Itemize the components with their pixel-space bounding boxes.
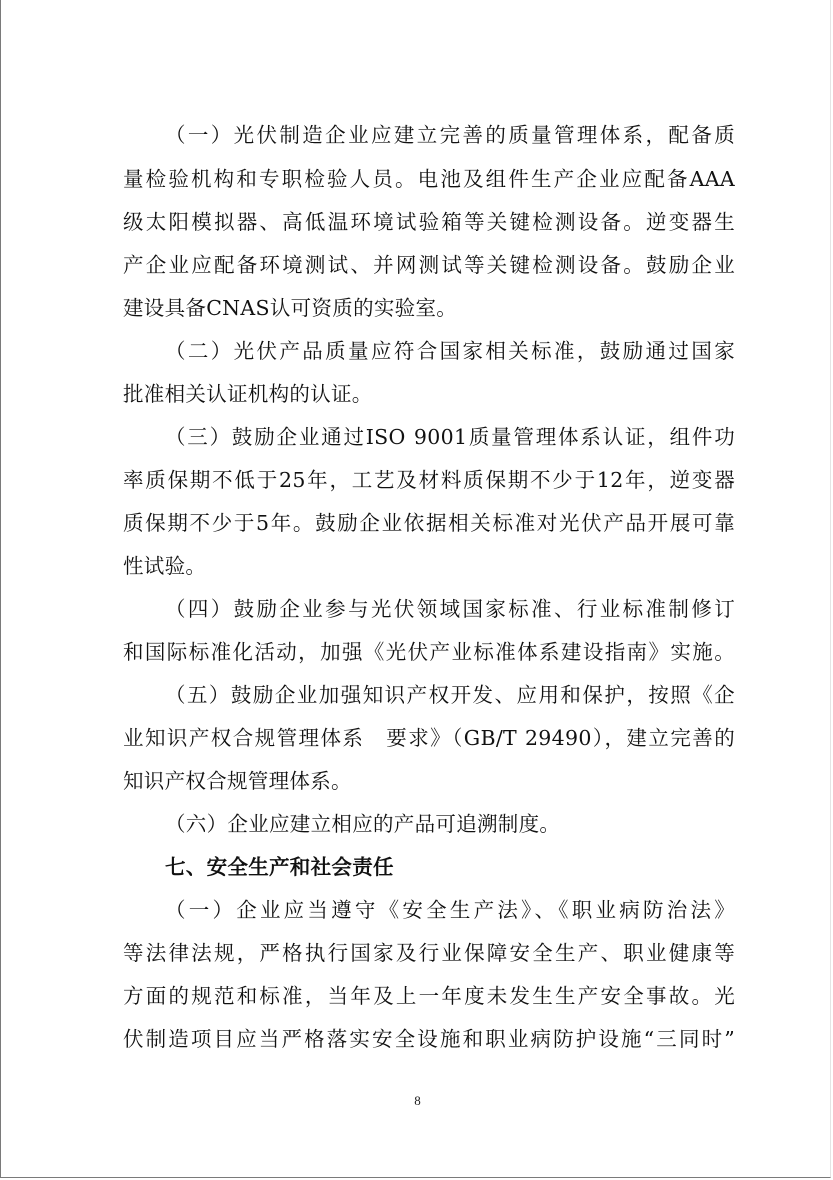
paragraph-line: （六）企业应建立相应的产品可追溯制度。 [165,812,561,836]
paragraph-line: 质保期不少于5年。鼓励企业依据相关标准对光伏产品开展可靠 [123,511,735,535]
paragraph-line: 量检验机构和专职检验人员。电池及组件生产企业应配备AAA [123,167,735,191]
paragraph-line: 建设具备CNAS认可资质的实验室。 [123,296,458,320]
page-number: 8 [414,1093,421,1108]
paragraph-line: 和国际标准化活动，加强《光伏产业标准体系建设指南》实施。 [123,640,735,664]
paragraph-line: 知识产权合规管理体系。 [123,769,352,793]
paragraph-line: （三）鼓励企业通过ISO 9001质量管理体系认证，组件功 [165,425,735,449]
paragraph-line: （一）光伏制造企业应建立完善的质量管理体系，配备质 [165,123,735,147]
paragraph-line: 等法律法规，严格执行国家及行业保障安全生产、职业健康等 [123,941,735,965]
section-heading: 七、安全生产和社会责任 [165,855,394,879]
paragraph-line: 方面的规范和标准，当年及上一年度未发生生产安全事故。光 [123,984,735,1008]
paragraph-line: 批准相关认证机构的认证。 [123,382,373,406]
paragraph-line: （二）光伏产品质量应符合国家相关标准，鼓励通过国家 [165,339,735,363]
paragraph-line: 率质保期不低于25年，工艺及材料质保期不少于12年，逆变器 [123,468,735,492]
paragraph-line: （四）鼓励企业参与光伏领域国家标准、行业标准制修订 [165,597,735,621]
paragraph-line: 伏制造项目应当严格落实安全设施和职业病防护设施“三同时” [123,1027,735,1051]
paragraph-line: 性试验。 [123,554,207,578]
paragraph-line: 业知识产权合规管理体系 要求》（GB/T 29490），建立完善的 [123,726,735,750]
paragraph-line: 级太阳模拟器、高低温环境试验箱等关键检测设备。逆变器生 [123,210,735,234]
paragraph-line: （一）企业应当遵守《安全生产法》、《职业病防治法》 [165,898,735,922]
paragraph-line: 产企业应配备环境测试、并网测试等关键检测设备。鼓励企业 [123,253,735,277]
paragraph-line: （五）鼓励企业加强知识产权开发、应用和保护，按照《企 [165,683,735,707]
